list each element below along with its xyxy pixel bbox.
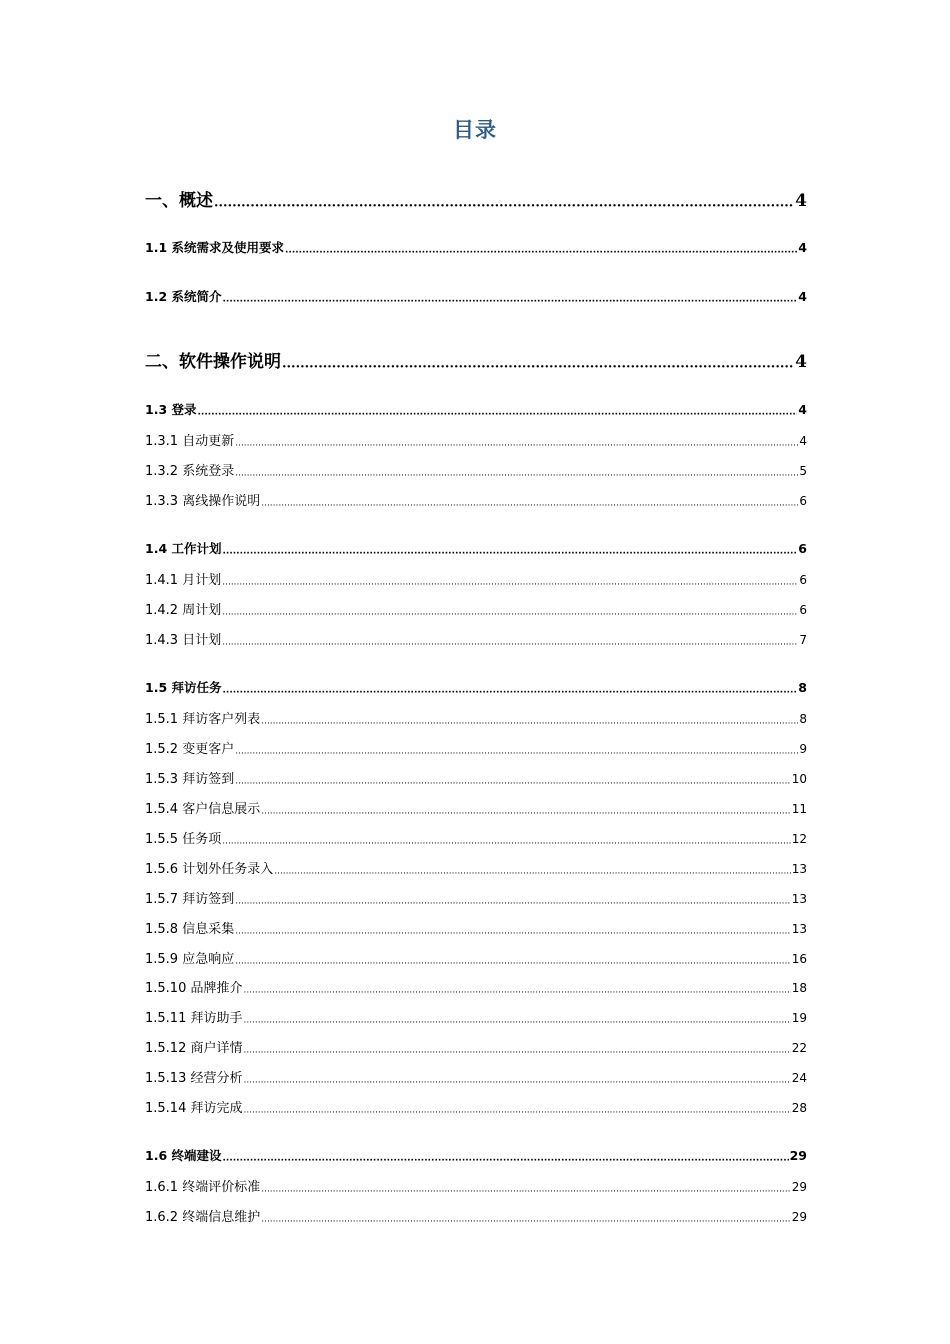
toc-entry-label: 1.1 系统需求及使用要求 (145, 240, 284, 255)
toc-entry[interactable] (145, 287, 807, 305)
toc-entry-page: 4 (795, 191, 807, 211)
toc-leader-dots (274, 869, 791, 878)
toc-entry-label: 1.5.9 应急响应 (145, 952, 235, 967)
toc-entry[interactable] (145, 629, 807, 648)
toc-entry-label: 1.3.2 系统登录 (145, 464, 235, 479)
toc-entry-page: 10 (791, 772, 807, 786)
toc-entry[interactable] (145, 768, 807, 787)
toc-entry-page: 29 (791, 1210, 807, 1224)
toc-leader-dots (222, 640, 798, 649)
toc-leader-dots (198, 410, 798, 419)
toc-entry-page: 4 (798, 289, 807, 304)
toc-entry-page: 19 (791, 1011, 807, 1025)
toc-leader-dots (222, 610, 798, 619)
toc-entry-page: 22 (791, 1041, 807, 1055)
toc-entry-label: 1.5.8 信息采集 (145, 922, 235, 937)
toc-entry[interactable] (145, 1067, 807, 1086)
toc-entry[interactable] (145, 460, 807, 479)
toc-entry-label: 1.4 工作计划 (145, 541, 222, 556)
toc-entry[interactable] (145, 569, 807, 588)
toc-leader-dots (261, 1217, 791, 1226)
toc-entry[interactable] (145, 1007, 807, 1026)
toc-leader-dots (243, 988, 790, 997)
toc-leader-dots (222, 839, 791, 848)
toc-entry-page: 29 (789, 1148, 807, 1163)
toc-leader-dots (223, 549, 798, 558)
toc-leader-dots (223, 297, 798, 306)
toc-entry-label: 二、软件操作说明 (145, 352, 281, 372)
toc-entry-label: 1.5.14 拜访完成 (145, 1101, 243, 1116)
toc-entry-label: 1.5.12 商户详情 (145, 1041, 243, 1056)
toc-entry-page: 8 (798, 680, 807, 695)
toc-entry[interactable] (145, 238, 807, 256)
toc-entry-page: 6 (799, 494, 807, 508)
toc-entry[interactable] (145, 678, 807, 696)
toc-entry-label: 1.6.2 终端信息维护 (145, 1210, 261, 1225)
toc-entry-page: 13 (791, 892, 807, 906)
toc-entry-page: 4 (795, 352, 807, 372)
toc-entry-page: 5 (799, 464, 807, 478)
toc-entry-page: 16 (791, 952, 807, 966)
toc-entry-label: 1.5.5 任务项 (145, 832, 222, 847)
toc-leader-dots (235, 749, 798, 758)
toc-entry[interactable] (145, 599, 807, 618)
toc-leader-dots (285, 248, 797, 257)
toc-entry-page: 8 (799, 712, 807, 726)
toc-entry-page: 6 (798, 541, 807, 556)
toc-entry[interactable] (145, 490, 807, 509)
toc-entry-label: 1.3 登录 (145, 402, 197, 417)
toc-entry[interactable] (145, 1206, 807, 1225)
toc-leader-dots (235, 471, 798, 480)
toc-entry[interactable] (145, 1037, 807, 1056)
toc-leader-dots (243, 1078, 790, 1087)
toc-leader-dots (223, 1156, 789, 1165)
toc-entry[interactable] (145, 1146, 807, 1164)
toc-entry-label: 1.5.4 客户信息展示 (145, 802, 261, 817)
toc-entry-page: 6 (799, 603, 807, 617)
toc-entry[interactable] (145, 430, 807, 449)
toc-leader-dots (261, 809, 791, 818)
toc-entry-page: 7 (799, 633, 807, 647)
toc-entry-page: 28 (791, 1101, 807, 1115)
toc-entry-label: 1.5 拜访任务 (145, 680, 222, 695)
toc-leader-dots (235, 779, 791, 788)
toc-entry[interactable] (145, 977, 807, 996)
toc-leader-dots (282, 360, 794, 373)
toc-entry-page: 18 (791, 981, 807, 995)
toc-entry[interactable] (145, 948, 807, 967)
toc-entry-label: 1.4.3 日计划 (145, 633, 222, 648)
toc-leader-dots (222, 580, 798, 589)
toc-entry-label: 1.5.2 变更客户 (145, 742, 235, 757)
toc-leader-dots (261, 719, 798, 728)
toc-leader-dots (243, 1108, 790, 1117)
toc-entry-page: 11 (791, 802, 807, 816)
toc-leader-dots (243, 1048, 790, 1057)
toc-entry-page: 12 (791, 832, 807, 846)
toc-entry-label: 1.5.3 拜访签到 (145, 772, 235, 787)
toc-entry-page: 13 (791, 862, 807, 876)
toc-entry[interactable] (145, 918, 807, 937)
toc-leader-dots (243, 1018, 790, 1027)
toc-entry[interactable] (145, 708, 807, 727)
toc-leader-dots (214, 199, 794, 212)
toc-entry-label: 1.6.1 终端评价标准 (145, 1180, 261, 1195)
toc-entry[interactable] (145, 1097, 807, 1116)
toc-entry-label: 1.3.1 自动更新 (145, 434, 235, 449)
toc-entry-label: 1.5.1 拜访客户列表 (145, 712, 261, 727)
toc-entry-page: 4 (798, 240, 807, 255)
page-title: 目录 (453, 117, 497, 142)
toc-leader-dots (235, 441, 798, 450)
toc-entry-page: 24 (791, 1071, 807, 1085)
toc-entry[interactable] (145, 347, 807, 372)
toc-leader-dots (235, 959, 791, 968)
toc-entry-page: 6 (799, 573, 807, 587)
toc-entry[interactable] (145, 539, 807, 557)
toc-entry[interactable] (145, 186, 807, 211)
toc-entry-page: 9 (799, 742, 807, 756)
toc-entry-page: 29 (791, 1180, 807, 1194)
toc-entry[interactable] (145, 1176, 807, 1195)
toc-entry-label: 1.5.13 经营分析 (145, 1071, 243, 1086)
toc-entry-label: 1.4.2 周计划 (145, 603, 222, 618)
toc-entry-page: 4 (799, 434, 807, 448)
toc-entry-label: 1.6 终端建设 (145, 1148, 222, 1163)
toc-entry[interactable] (145, 888, 807, 907)
toc-entry-label: 1.2 系统简介 (145, 289, 222, 304)
toc-entry-label: 1.5.6 计划外任务录入 (145, 862, 274, 877)
toc-entry[interactable] (145, 798, 807, 817)
toc-leader-dots (261, 1187, 791, 1196)
toc-entry[interactable] (145, 738, 807, 757)
toc-leader-dots (261, 501, 798, 510)
toc-entry[interactable] (145, 828, 807, 847)
toc-entry-label: 1.3.3 离线操作说明 (145, 494, 261, 509)
toc-entry[interactable] (145, 858, 807, 877)
toc-entry-page: 13 (791, 922, 807, 936)
toc-leader-dots (235, 929, 791, 938)
toc-entry-label: 1.5.11 拜访助手 (145, 1011, 243, 1026)
toc-leader-dots (223, 688, 798, 697)
toc-entry-page: 4 (798, 402, 807, 417)
toc-entry-label: 一、概述 (145, 191, 213, 211)
toc-entry-label: 1.4.1 月计划 (145, 573, 222, 588)
toc-entry[interactable] (145, 400, 807, 418)
toc-entry-label: 1.5.10 品牌推介 (145, 981, 243, 996)
toc-entry-label: 1.5.7 拜访签到 (145, 892, 235, 907)
toc-leader-dots (235, 899, 791, 908)
